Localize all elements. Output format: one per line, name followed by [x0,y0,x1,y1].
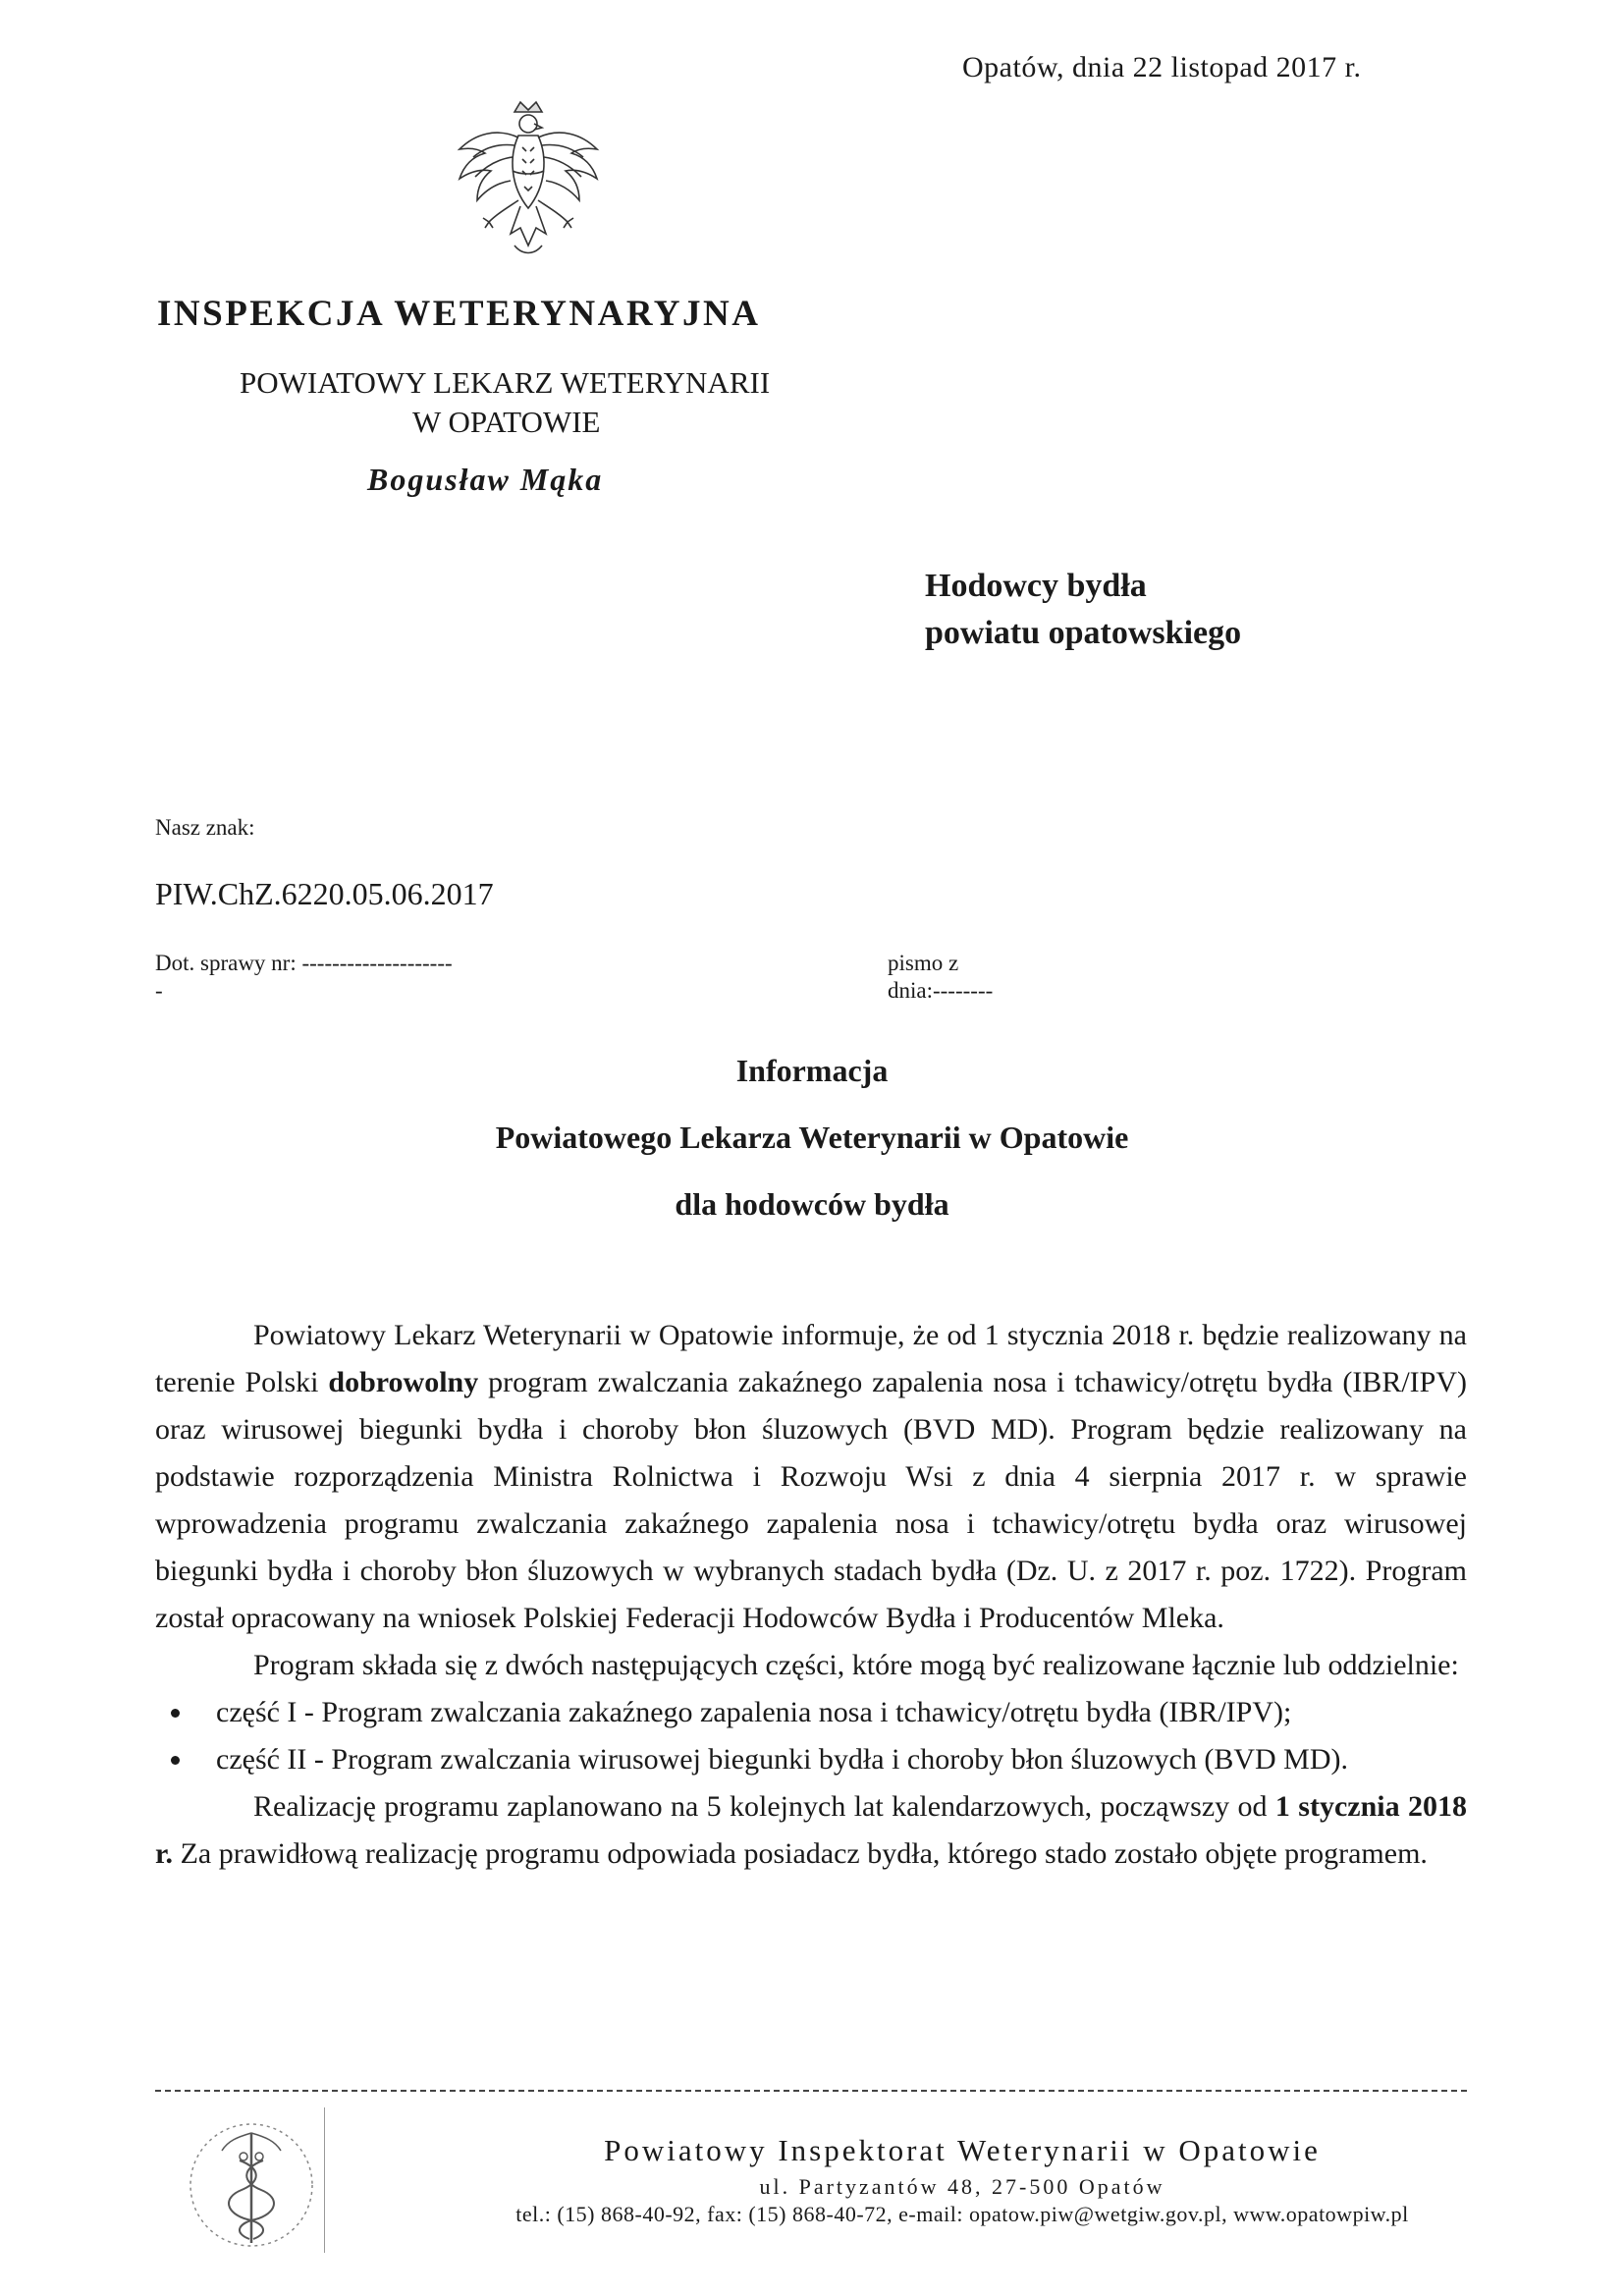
document-heading-line2: Powiatowego Lekarza Weterynarii w Opatowie [495,1120,1129,1155]
case-number-continuation: - [155,978,163,1003]
program-parts-list [155,1689,1467,1783]
footer-divider [155,2090,1467,2092]
paragraph-3 [155,1783,1467,1878]
polish-eagle-emblem-icon [450,98,607,273]
case-number-label: Dot. sprawy nr: -------------------- [155,951,453,975]
letter-date: Opatów, dnia 22 listopad 2017 r. [962,51,1362,83]
letter-body [155,1312,1467,1878]
paragraph-1-text-a: Powiatowy Lekarz Weterynarii w Opatowie informuje, że od 1 stycznia 2018 r. będzie realizowany na terenie Polski [155,1319,1467,1398]
paragraph-1-text-b: program zwalczania zakaźnego zapalenia nosa i tchawicy/otrętu bydła (IBR/IPV) oraz wirusowej biegunki bydła i choroby błon śluzowych (BVD MD). Program będzie realizowany na podstawie rozporządzenia Ministra Rolnictwa i Rozwoju Wsi z dnia 4 sierpnia 2017 r. w sprawie wprowadzenia programu zwalczania zakaźnego zapalenia nosa i tchawicy/otrętu bydła oraz wirusowej biegunki bydła i choroby błon śluzowych w wybranych stadach bydła (Dz. U. z 2017 r. poz. 1722). Program został opracowany na wniosek Polskiej Federacji Hodowców Bydła i Producentów Mleka. [155,1366,1467,1634]
paragraph-2: Program składa się z dwóch następujących części, które mogą być realizowane łącznie lub oddzielnie: [253,1649,1459,1681]
paragraph-1 [155,1312,1467,1642]
paragraph-1-bold: dobrowolny [328,1366,479,1398]
officer-name: Bogusław Mąka [367,462,604,497]
officer-title-line2: W OPATOWIE [412,405,601,439]
footer-address: ul. Partyzantów 48, 27-500 Opatów [759,2174,1165,2199]
list-item: część II - Program zwalczania wirusowej biegunki bydła i choroby błon śluzowych (BVD MD). [216,1736,1467,1783]
letter-date-label: dnia:-------- [888,978,994,1003]
paragraph-3-text-a: Realizację programu zaplanowano na 5 kolejnych lat kalendarzowych, począwszy od [253,1790,1275,1823]
document-heading-line1: Informacja [735,1053,889,1088]
our-ref-value: PIW.ChZ.6220.05.06.2017 [155,876,494,911]
footer-institution-name: Powiatowy Inspektorat Weterynarii w Opatowie [604,2133,1321,2167]
letter-from-label: pismo z [888,951,959,975]
footer-contact: tel.: (15) 868-40-92, fax: (15) 868-40-72, e-mail: opatow.piw@wetgiw.gov.pl, www.opatowpiw.pl [515,2202,1409,2226]
addressee-line2: powiatu opatowskiego [925,615,1242,651]
document-heading-line3: dla hodowców bydła [675,1186,949,1222]
addressee-line1: Hodowcy bydła [925,568,1147,604]
paragraph-3-text-b: Za prawidłową realizację programu odpowiada posiadacz bydła, którego stado zostało objęte programem. [173,1837,1428,1870]
list-item: część I - Program zwalczania zakaźnego zapalenia nosa i tchawicy/otrętu bydła (IBR/IPV); [216,1689,1467,1736]
organization-title: INSPEKCJA WETERYNARYJNA [157,294,761,334]
paragraph-3-bold: 1 stycznia 2018 r. [155,1790,1467,1870]
our-ref-label: Nasz znak: [155,815,255,840]
officer-title-line1: POWIATOWY LEKARZ WETERYNARII [240,365,771,400]
